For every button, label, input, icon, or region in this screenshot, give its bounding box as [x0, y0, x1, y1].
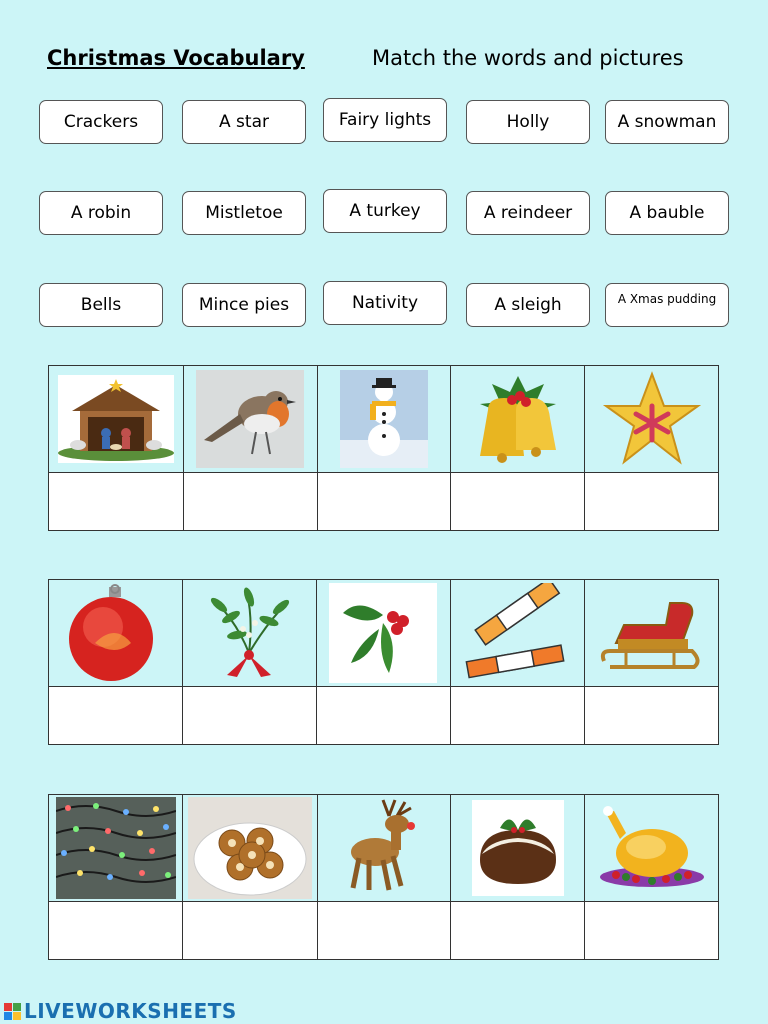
- answer-cell[interactable]: [182, 687, 316, 745]
- holly-picture: [317, 580, 450, 686]
- star-picture: [585, 366, 718, 472]
- snowman-picture: [318, 366, 450, 472]
- picture-cell: [317, 366, 450, 473]
- turkey-picture: [585, 795, 718, 901]
- answer-cell[interactable]: [451, 473, 585, 531]
- picture-cell: [451, 795, 584, 902]
- crackers-picture: [451, 580, 584, 686]
- bells-picture: [451, 366, 584, 472]
- answer-cell[interactable]: [183, 473, 317, 531]
- picture-cell: [585, 366, 719, 473]
- xmas-pudding-picture: [451, 795, 583, 901]
- word-box-fairy-lights[interactable]: Fairy lights: [323, 98, 447, 142]
- liveworksheets-logo: [4, 999, 237, 1023]
- word-box-mistletoe[interactable]: Mistletoe: [182, 191, 306, 235]
- nativity-picture: [49, 366, 183, 472]
- mince-pies-picture: [183, 795, 317, 901]
- answer-cell[interactable]: [316, 687, 450, 745]
- word-box-mince-pies[interactable]: Mince pies: [182, 283, 306, 327]
- bauble-picture: [49, 580, 182, 686]
- instruction-text: Match the words and pictures: [372, 46, 684, 70]
- fairy-lights-picture: [49, 795, 182, 901]
- sleigh-picture: [585, 580, 718, 686]
- word-box-a-snowman[interactable]: A snowman: [605, 100, 729, 144]
- answer-cell[interactable]: [49, 902, 183, 960]
- picture-cell: [318, 795, 451, 902]
- answer-cell[interactable]: [49, 473, 184, 531]
- word-box-bells[interactable]: Bells: [39, 283, 163, 327]
- word-box-a-robin[interactable]: A robin: [39, 191, 163, 235]
- picture-cell: [316, 580, 450, 687]
- reindeer-picture: [318, 795, 450, 901]
- picture-cell: [450, 580, 584, 687]
- picture-cell: [49, 580, 183, 687]
- picture-cell: [49, 795, 183, 902]
- mistletoe-picture: [183, 580, 316, 686]
- logo-mark-icon: [4, 1003, 21, 1020]
- answer-cell[interactable]: [584, 902, 718, 960]
- picture-grid-1: [48, 365, 719, 531]
- picture-cell: [183, 795, 318, 902]
- answer-cell[interactable]: [451, 902, 584, 960]
- answer-cell[interactable]: [585, 473, 719, 531]
- page-title: Christmas Vocabulary: [47, 46, 305, 70]
- word-box-crackers[interactable]: Crackers: [39, 100, 163, 144]
- answer-cell[interactable]: [49, 687, 183, 745]
- answer-cell[interactable]: [450, 687, 584, 745]
- word-box-holly[interactable]: Holly: [466, 100, 590, 144]
- picture-cell: [183, 366, 317, 473]
- picture-cell: [49, 366, 184, 473]
- robin-picture: [184, 366, 317, 472]
- picture-cell: [584, 795, 718, 902]
- picture-cell: [584, 580, 718, 687]
- answer-cell[interactable]: [318, 902, 451, 960]
- picture-cell: [182, 580, 316, 687]
- word-box-nativity[interactable]: Nativity: [323, 281, 447, 325]
- word-box-a-star[interactable]: A star: [182, 100, 306, 144]
- answer-cell[interactable]: [183, 902, 318, 960]
- answer-cell[interactable]: [584, 687, 718, 745]
- picture-grid-2: [48, 579, 719, 745]
- word-box-a-reindeer[interactable]: A reindeer: [466, 191, 590, 235]
- picture-grid-3: [48, 794, 719, 960]
- picture-cell: [451, 366, 585, 473]
- word-box-a-sleigh[interactable]: A sleigh: [466, 283, 590, 327]
- answer-cell[interactable]: [317, 473, 450, 531]
- logo-text: LIVEWORKSHEETS: [24, 999, 237, 1023]
- word-box-a-bauble[interactable]: A bauble: [605, 191, 729, 235]
- word-box-a-xmas-pudding[interactable]: A Xmas pudding: [605, 283, 729, 327]
- word-box-a-turkey[interactable]: A turkey: [323, 189, 447, 233]
